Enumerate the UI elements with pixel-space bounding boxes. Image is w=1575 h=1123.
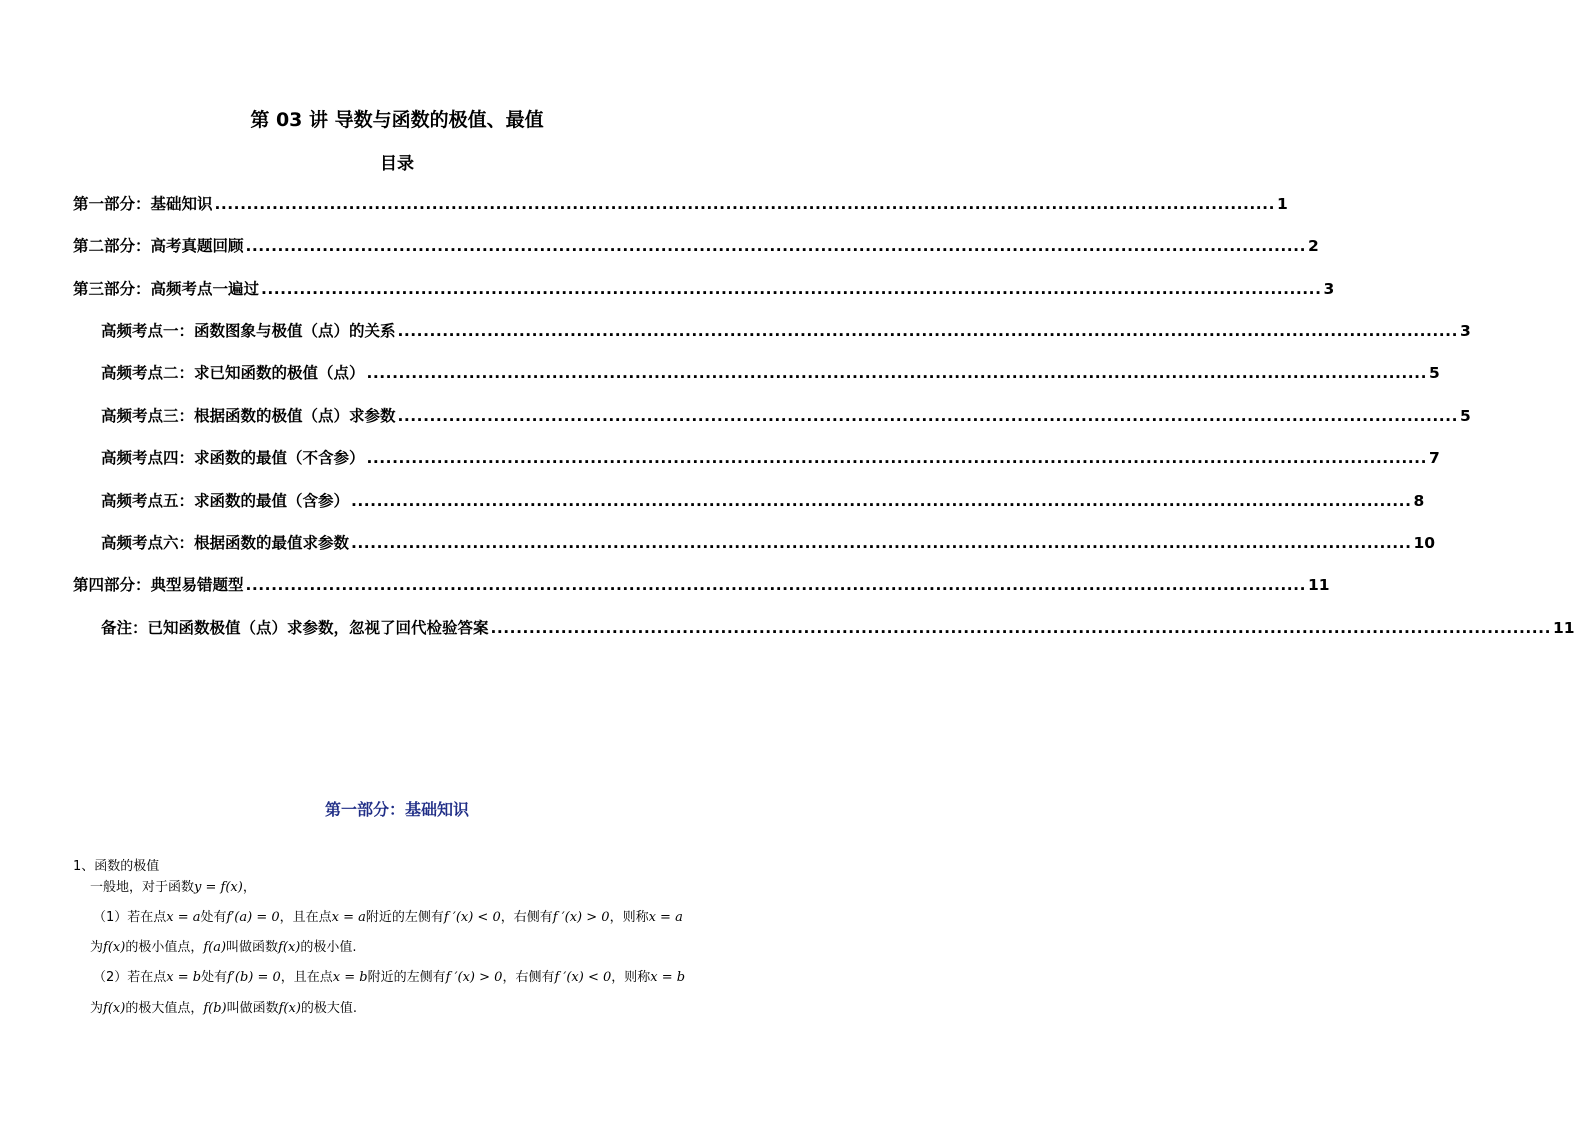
toc-entry-label: 高频考点一：函数图象与极值（点）的关系 [101, 322, 396, 340]
toc-page-number: 10 [1413, 534, 1436, 552]
toc-entry[interactable] [101, 361, 1440, 385]
paragraph-line [90, 938, 357, 958]
toc-entry-label: 高频考点四：求函数的最值（不含参） [101, 449, 365, 467]
toc-leader-dots: ...................................................................................................................................................................... [397, 322, 1458, 340]
toc-leader-dots: ...................................................................................................................................................................... [245, 237, 1306, 255]
text: 附近的左侧有 [367, 970, 446, 985]
toc-entry[interactable] [73, 277, 1335, 301]
toc-page-number: 11 [1307, 576, 1330, 594]
toc-entry-label: 第四部分：典型易错题型 [73, 576, 244, 594]
math: f′(b) = 0 [227, 970, 281, 985]
text: 附近的左侧有 [365, 910, 444, 925]
text: 的极小值点， [125, 940, 204, 955]
toc-entry[interactable] [101, 446, 1440, 470]
text: （1）若在点 [93, 910, 167, 925]
toc-leader-dots: ...................................................................................................................................................................... [490, 619, 1551, 637]
text: 一般地，对于函数 [90, 880, 195, 895]
math: f ′(x) < 0 [443, 910, 501, 925]
math: x = a [331, 910, 366, 925]
toc-leader-dots: ...................................................................................................................................................................... [366, 449, 1427, 467]
section-heading: 第一部分：基础知识 [324, 800, 469, 819]
text: 的极大值. [300, 1001, 358, 1016]
math: f ′(x) > 0 [552, 910, 610, 925]
math: f(x) [278, 1001, 301, 1016]
toc-entry[interactable] [73, 234, 1319, 258]
item-title: 1、函数的极值 [73, 859, 160, 874]
toc-page-number: 3 [1459, 322, 1471, 340]
toc-entry-label: 备注：已知函数极值（点）求参数，忽视了回代检验答案 [101, 619, 489, 637]
toc-leader-dots: ...................................................................................................................................................................... [214, 195, 1275, 213]
text: ，则称 [609, 910, 649, 925]
text: 处有 [201, 970, 228, 985]
math: f′(a) = 0 [226, 910, 280, 925]
toc-leader-dots: ...................................................................................................................................................................... [366, 364, 1427, 382]
toc-page-number: 2 [1307, 237, 1319, 255]
text: ，则称 [611, 970, 651, 985]
toc-entry-label: 高频考点六：根据函数的最值求参数 [101, 534, 350, 552]
toc-leader-dots: ...................................................................................................................................................................... [261, 280, 1322, 298]
text: 为 [90, 1001, 104, 1016]
toc-leader-dots: ...................................................................................................................................................................... [397, 407, 1458, 425]
paragraph-line [93, 968, 685, 988]
toc-entry[interactable] [101, 531, 1436, 555]
toc-page-number: 7 [1428, 449, 1440, 467]
math: f ′(x) > 0 [445, 970, 503, 985]
math: f(x) [103, 940, 126, 955]
toc-page-number: 1 [1276, 195, 1288, 213]
toc-page-number: 3 [1323, 280, 1335, 298]
text: ， [242, 880, 256, 895]
toc-leader-dots: ...................................................................................................................................................................... [351, 534, 1412, 552]
toc-page-number: 5 [1459, 407, 1471, 425]
text: （2）若在点 [93, 970, 167, 985]
paragraph-line [90, 999, 357, 1019]
math: f(a) [203, 940, 227, 955]
toc-heading: 目录 [380, 154, 414, 174]
toc-entry[interactable] [101, 489, 1425, 513]
toc-entry[interactable] [73, 192, 1288, 216]
toc-entry[interactable] [101, 319, 1471, 343]
paragraph-line [93, 908, 683, 928]
math: x = a [166, 910, 201, 925]
math: x = b [332, 970, 368, 985]
text: 的极小值. [300, 940, 357, 955]
toc-entry-label: 第二部分：高考真题回顾 [73, 237, 244, 255]
math: x = a [648, 910, 683, 925]
toc-entry-label: 高频考点三：根据函数的极值（点）求参数 [101, 407, 396, 425]
toc-page-number: 11 [1552, 619, 1575, 637]
toc-entry-label: 高频考点五：求函数的最值（含参） [101, 492, 350, 510]
toc-page-number: 5 [1428, 364, 1440, 382]
toc-entry[interactable] [101, 404, 1471, 428]
toc-entry[interactable] [101, 616, 1575, 640]
text: ，且在点 [280, 970, 333, 985]
math: y = f(x) [194, 880, 243, 895]
toc-page-number: 8 [1413, 492, 1425, 510]
text: 叫做函数 [226, 1001, 279, 1016]
document-title: 第 03 讲 导数与函数的极值、最值 [250, 109, 544, 131]
math: f(x) [278, 940, 301, 955]
text: 为 [90, 940, 104, 955]
toc-leader-dots: ...................................................................................................................................................................... [245, 576, 1306, 594]
math: f(b) [203, 1001, 227, 1016]
math: f ′(x) < 0 [554, 970, 612, 985]
text: 叫做函数 [226, 940, 279, 955]
text: ，且在点 [279, 910, 332, 925]
toc-entry-label: 第三部分：高频考点一遍过 [73, 280, 260, 298]
math: x = b [650, 970, 686, 985]
toc-entry-label: 高频考点二：求已知函数的极值（点） [101, 364, 365, 382]
text: ，右侧有 [500, 910, 553, 925]
text: ，右侧有 [502, 970, 555, 985]
math: x = b [166, 970, 202, 985]
text: 的极大值点， [125, 1001, 204, 1016]
intro-line [90, 878, 256, 898]
math: f(x) [103, 1001, 126, 1016]
toc-entry[interactable] [73, 573, 1330, 597]
text: 处有 [200, 910, 227, 925]
toc-leader-dots: ...................................................................................................................................................................... [351, 492, 1412, 510]
toc-entry-label: 第一部分：基础知识 [73, 195, 213, 213]
